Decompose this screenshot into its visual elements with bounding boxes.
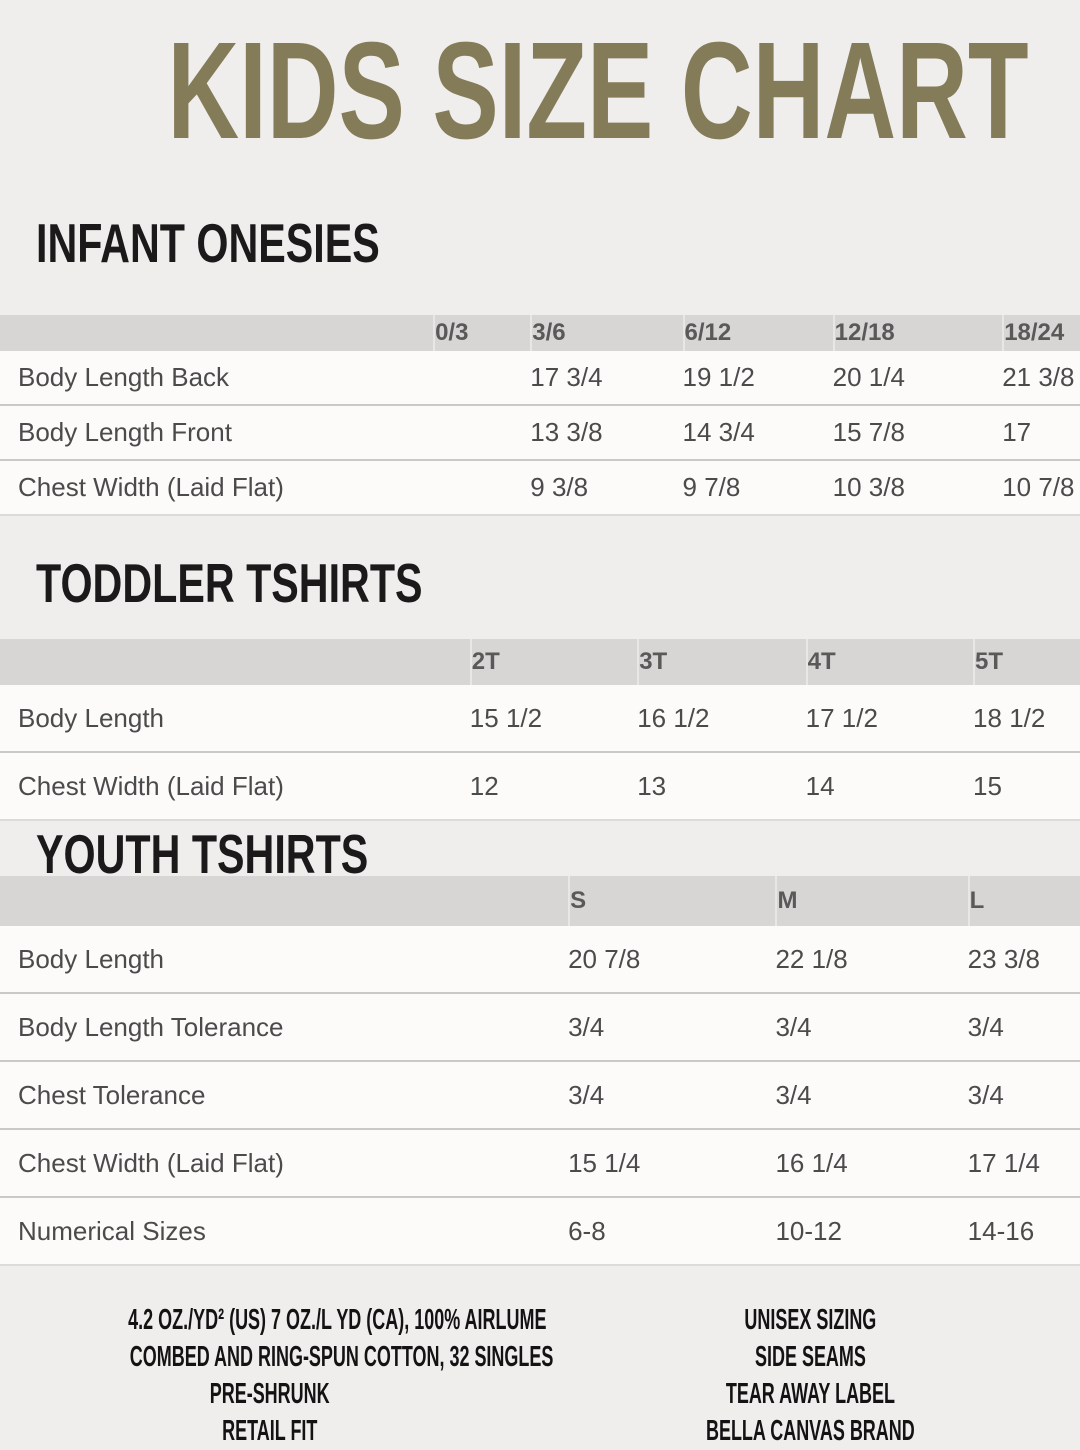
table-cell: 15 1/4: [568, 1147, 641, 1178]
table-cell: 3/4: [967, 1079, 1004, 1110]
column-header: 18/24: [1002, 315, 1080, 351]
section-heading-text: INFANT ONESIES: [36, 212, 380, 274]
table-row: [0, 1128, 1080, 1196]
column-header: 5T: [973, 639, 1080, 685]
table-cell: 3/4: [775, 1011, 812, 1042]
footer-line: [0, 1339, 554, 1376]
infant-onesies-table: [0, 315, 1080, 516]
table-cell: 10 3/8: [832, 472, 905, 502]
table-cell: 10 7/8: [1002, 472, 1075, 502]
header-spacer: [0, 639, 470, 685]
row-label: Body Length: [18, 702, 165, 733]
table-cell: 16 1/4: [775, 1147, 848, 1178]
section-youth-tshirts: [0, 823, 1080, 1266]
table-cell: 13 3/8: [530, 417, 603, 447]
table-row: [0, 351, 1080, 404]
table-cell: 20 1/4: [832, 362, 905, 392]
page-title: [0, 14, 1080, 168]
column-header: 2T: [470, 639, 637, 685]
table-cell: 21 3/8: [1002, 362, 1075, 392]
table-row: [0, 992, 1080, 1060]
table-cell: 17: [1002, 417, 1032, 447]
table-cell: 23 3/8: [967, 943, 1040, 974]
footer-line: [540, 1413, 1080, 1450]
table-cell: [433, 351, 530, 404]
column-header: L: [968, 876, 1080, 926]
footer-garment-details: [540, 1302, 1080, 1450]
row-label: Chest Tolerance: [18, 1079, 206, 1110]
section-heading-youth-tshirts: [36, 823, 1080, 885]
row-label: Body Length Front: [18, 417, 232, 447]
section-heading-text: YOUTH TSHIRTS: [36, 823, 369, 885]
row-label: Body Length: [18, 943, 165, 974]
footer-line-text: UNISEX SIZING: [744, 1304, 876, 1336]
table-row: [0, 926, 1080, 992]
table-cell: 3/4: [568, 1079, 605, 1110]
youth-tshirts-table: [0, 876, 1080, 1266]
column-header: 6/12: [683, 315, 833, 351]
footer-line: [0, 1376, 540, 1413]
footer-line-text: BELLA CANVAS BRAND: [705, 1415, 915, 1447]
table-cell: 15 1/2: [469, 702, 543, 733]
table-cell: 22 1/8: [775, 943, 848, 974]
column-header: 3/6: [530, 315, 682, 351]
section-heading-text: TODDLER TSHIRTS: [36, 552, 423, 614]
footer-line: [540, 1376, 1080, 1413]
row-label: Body Length Tolerance: [18, 1011, 284, 1042]
row-label: Body Length Back: [18, 362, 230, 392]
table-cell: 17 1/2: [805, 702, 878, 733]
column-header: M: [775, 876, 967, 926]
section-heading-toddler-tshirts: [36, 552, 1080, 614]
page-title-text: KIDS SIZE CHART: [167, 14, 1029, 168]
table-cell: 16 1/2: [637, 702, 710, 733]
table-cell: 17 1/4: [967, 1147, 1040, 1178]
table-cell: 10-12: [775, 1215, 842, 1246]
table-cell: 20 7/8: [568, 943, 641, 974]
footer-line-text: TEAR AWAY LABEL: [725, 1378, 895, 1410]
table-cell: [433, 406, 530, 459]
table-cell: 9 3/8: [530, 472, 589, 502]
table-row: [0, 459, 1080, 514]
section-infant-onesies: [0, 212, 1080, 516]
table-cell: 6-8: [568, 1215, 606, 1246]
row-label: Chest Width (Laid Flat): [18, 1147, 284, 1178]
footer-line: [0, 1302, 547, 1339]
table-cell: 17 3/4: [530, 362, 603, 392]
table-cell: 3/4: [568, 1011, 605, 1042]
table-cell: 14-16: [967, 1215, 1035, 1246]
section-heading-infant-onesies: [36, 212, 1080, 274]
column-header: 0/3: [433, 315, 530, 351]
footer-line-text: RETAIL FIT: [222, 1415, 318, 1447]
table-row: [0, 404, 1080, 459]
table-cell: 12: [469, 770, 499, 801]
header-spacer: [0, 315, 433, 351]
footer-line-text: COMBED AND RING-SPUN COTTON, 32 SINGLES: [129, 1341, 554, 1373]
table-header-row: [0, 315, 1080, 351]
table-cell: 14 3/4: [682, 417, 755, 447]
column-header: S: [568, 876, 775, 926]
table-row: [0, 1060, 1080, 1128]
footer-line-text: 4.2 OZ./YD² (US) 7 OZ./L YD (CA), 100% AIRLUME: [128, 1304, 547, 1336]
footer: [0, 1302, 1080, 1450]
column-header: 12/18: [833, 315, 1003, 351]
footer-line: [540, 1339, 1080, 1376]
footer-line: [540, 1302, 1080, 1339]
table-row: [0, 751, 1080, 819]
table-cell: 15: [973, 770, 1002, 801]
table-cell: 19 1/2: [682, 362, 755, 392]
table-cell: 3/4: [775, 1079, 812, 1110]
footer-line: [0, 1413, 540, 1450]
row-label: Chest Width (Laid Flat): [18, 770, 284, 801]
table-header-row: [0, 639, 1080, 685]
footer-line-text: SIDE SEAMS: [754, 1341, 866, 1373]
row-label: Chest Width (Laid Flat): [18, 472, 284, 502]
footer-fabric-details: [0, 1302, 554, 1450]
table-cell: 15 7/8: [832, 417, 905, 447]
table-cell: 3/4: [967, 1011, 1004, 1042]
table-cell: 18 1/2: [973, 702, 1046, 733]
row-label: Numerical Sizes: [18, 1215, 206, 1246]
table-cell: 14: [805, 770, 835, 801]
table-cell: [433, 461, 530, 514]
footer-line-text: PRE-SHRUNK: [210, 1378, 330, 1410]
table-row: [0, 1196, 1080, 1264]
column-header: 4T: [806, 639, 973, 685]
column-header: 3T: [637, 639, 805, 685]
table-row: [0, 685, 1080, 751]
table-cell: 9 7/8: [682, 472, 741, 502]
toddler-tshirts-table: [0, 639, 1080, 821]
section-toddler-tshirts: [0, 552, 1080, 821]
table-cell: 13: [637, 770, 667, 801]
